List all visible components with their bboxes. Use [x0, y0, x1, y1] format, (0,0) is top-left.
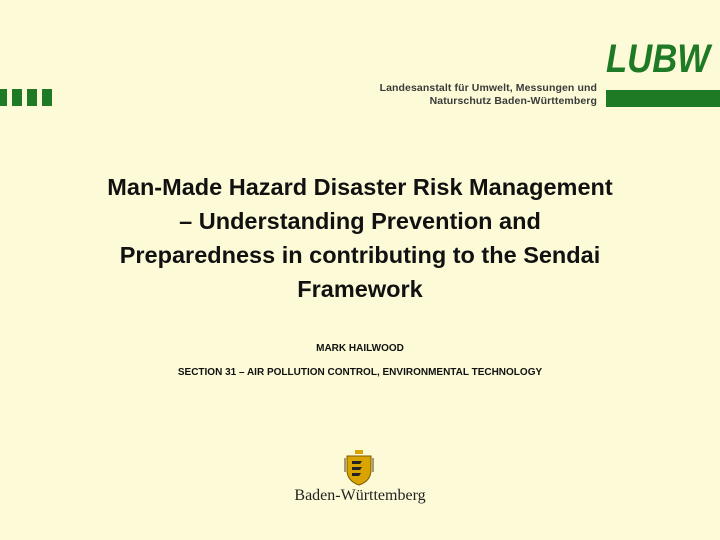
square-1: [0, 89, 7, 106]
title-line-2: – Understanding Prevention and: [179, 208, 541, 234]
lubw-logo-text: LUBW: [606, 37, 713, 81]
title-line-4: Framework: [297, 276, 423, 302]
institution-line-2: Naturschutz Baden-Württemberg: [429, 95, 597, 107]
section-name: SECTION 31 – AIR POLLUTION CONTROL, ENVIRONMENTAL TECHNOLOGY: [177, 367, 543, 378]
coat-of-arms-icon: [344, 450, 374, 486]
institution-name: [380, 82, 597, 108]
state-name: Baden-Württemberg: [294, 487, 426, 504]
square-2: [12, 89, 22, 106]
square-3: [27, 89, 37, 106]
title-line-3: Preparedness in contributing to the Sendai: [119, 242, 601, 268]
square-4: [42, 89, 52, 106]
institution-line-1: Landesanstalt für Umwelt, Messungen und: [379, 82, 597, 94]
decorative-squares: [0, 89, 57, 106]
author-name: MARK HAILWOOD: [316, 343, 404, 354]
lubw-logo: [604, 34, 712, 80]
slide-title: [40, 170, 680, 306]
green-header-bar: [606, 90, 720, 107]
title-line-1: Man-Made Hazard Disaster Risk Management: [107, 174, 613, 200]
